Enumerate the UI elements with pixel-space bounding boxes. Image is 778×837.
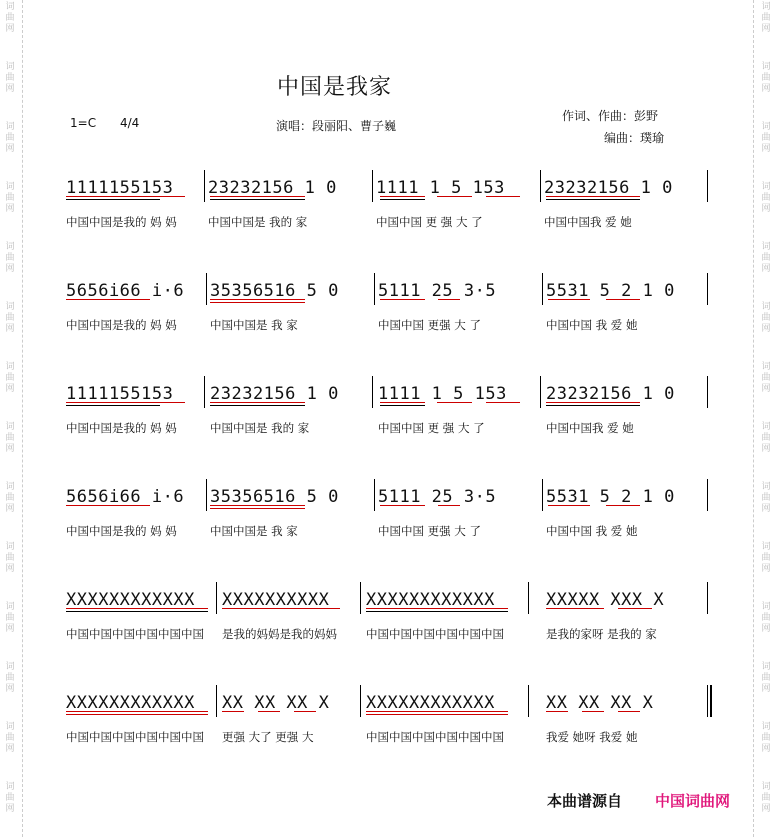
lyric-line: 中国中国是我的 妈 妈 bbox=[66, 524, 177, 538]
measure-notes: 5656i66 i·6 bbox=[66, 487, 185, 507]
lyric-line: 更强 大了 更强 大 bbox=[222, 730, 314, 744]
staff-row bbox=[0, 479, 778, 539]
rhythm-beam bbox=[222, 711, 244, 712]
lyric-line: 中国中国是 我的 家 bbox=[208, 215, 308, 229]
measure-notes: 5111 25 3·5 bbox=[378, 281, 497, 301]
barline bbox=[216, 685, 217, 717]
rhythm-beam bbox=[618, 608, 652, 609]
barline bbox=[360, 582, 361, 614]
site-name: 中国词曲网 bbox=[655, 792, 731, 810]
rhythm-beam bbox=[66, 711, 208, 712]
barline bbox=[707, 170, 708, 202]
measure-notes: XXXXXXXXXX bbox=[222, 590, 330, 610]
barline bbox=[374, 479, 375, 511]
watermark-text: 词 曲 网 bbox=[5, 182, 15, 214]
rhythm-beam bbox=[380, 199, 425, 200]
singers: 演唱：段丽阳、曹子巍 bbox=[276, 119, 397, 133]
barline bbox=[374, 273, 375, 305]
rhythm-beam bbox=[66, 405, 160, 406]
watermark-text: 词 曲 网 bbox=[5, 722, 15, 754]
rhythm-beam bbox=[66, 611, 208, 612]
barline bbox=[707, 273, 708, 305]
barline bbox=[206, 273, 207, 305]
lyric-line: 中国中国是我的 妈 妈 bbox=[66, 215, 177, 229]
barline bbox=[204, 170, 205, 202]
watermark-text: 词 曲 网 bbox=[5, 62, 15, 94]
watermark-text: 词 曲 网 bbox=[761, 362, 771, 394]
watermark-text: 词 曲 网 bbox=[761, 662, 771, 694]
rhythm-beam bbox=[210, 402, 305, 403]
watermark-text: 词 曲 网 bbox=[5, 782, 15, 814]
measure-notes: 5111 25 3·5 bbox=[378, 487, 497, 507]
barline bbox=[542, 479, 543, 511]
rhythm-beam bbox=[366, 611, 508, 612]
time-signature: 4/4 bbox=[120, 116, 140, 130]
rhythm-beam bbox=[548, 299, 590, 300]
rhythm-beam bbox=[546, 402, 640, 403]
watermark-text: 词 曲 网 bbox=[761, 482, 771, 514]
measure-notes: XXXXXXXXXXXX bbox=[366, 693, 495, 713]
rhythm-beam bbox=[294, 711, 316, 712]
lyric-line: 是我的妈妈是我的妈妈 bbox=[222, 627, 337, 641]
watermark-text: 词 曲 网 bbox=[761, 782, 771, 814]
rhythm-beam bbox=[548, 505, 590, 506]
lyric-line: 中国中国中国中国中国中国 bbox=[366, 730, 504, 744]
rhythm-beam bbox=[380, 299, 425, 300]
barline bbox=[707, 376, 708, 408]
lyric-line: 是我的家呀 是我的 家 bbox=[546, 627, 657, 641]
watermark-text: 词 曲 网 bbox=[761, 722, 771, 754]
measure-notes: XXXXX XXX X bbox=[546, 590, 665, 610]
barline bbox=[372, 376, 373, 408]
rhythm-beam bbox=[380, 196, 425, 197]
rhythm-beam bbox=[486, 196, 520, 197]
rhythm-beam bbox=[437, 196, 472, 197]
measure-notes: 23232156 1 0 bbox=[208, 178, 337, 198]
rhythm-beam bbox=[486, 402, 520, 403]
measure-notes: XX XX XX X bbox=[222, 693, 330, 713]
barline bbox=[707, 479, 708, 511]
barline bbox=[360, 685, 361, 717]
watermark-text: 词 曲 网 bbox=[5, 662, 15, 694]
rhythm-beam bbox=[210, 302, 305, 303]
watermark-text: 词 曲 网 bbox=[761, 602, 771, 634]
key-signature: 1=C bbox=[70, 116, 97, 130]
rhythm-beam bbox=[438, 505, 460, 506]
lyric-line: 中国中国是 我 家 bbox=[210, 318, 298, 332]
measure-notes: 35356516 5 0 bbox=[210, 281, 339, 301]
lyric-line: 中国中国 更强 大 了 bbox=[378, 318, 481, 332]
rhythm-beam bbox=[546, 608, 604, 609]
lyric-line: 中国中国是我的 妈 妈 bbox=[66, 421, 177, 435]
measure-notes: XXXXXXXXXXXX bbox=[66, 693, 195, 713]
watermark-text: 词 曲 网 bbox=[5, 482, 15, 514]
measure-notes: 5531 5 2 1 0 bbox=[546, 487, 675, 507]
lyric-line: 中国中国我 爱 她 bbox=[544, 215, 632, 229]
rhythm-beam bbox=[66, 199, 160, 200]
barline bbox=[206, 479, 207, 511]
lyric-line: 中国中国中国中国中国中国 bbox=[66, 627, 204, 641]
staff-row bbox=[0, 170, 778, 230]
measure-notes: 23232156 1 0 bbox=[210, 384, 339, 404]
barline bbox=[528, 582, 529, 614]
measure-notes: XX XX XX X bbox=[546, 693, 654, 713]
watermark-text: 词 曲 网 bbox=[761, 242, 771, 274]
rhythm-beam bbox=[546, 199, 640, 200]
measure-notes: 1111155153 bbox=[66, 178, 174, 198]
barline bbox=[204, 376, 205, 408]
measure-notes: 5656i66 i·6 bbox=[66, 281, 185, 301]
rhythm-beam bbox=[66, 299, 150, 300]
lyric-line: 中国中国中国中国中国中国 bbox=[66, 730, 204, 744]
measure-notes: 23232156 1 0 bbox=[544, 178, 673, 198]
rhythm-beam bbox=[380, 405, 425, 406]
measure-notes: XXXXXXXXXXXX bbox=[66, 590, 195, 610]
barline bbox=[372, 170, 373, 202]
rhythm-beam bbox=[546, 711, 568, 712]
rhythm-beam bbox=[210, 199, 305, 200]
barline bbox=[216, 582, 217, 614]
rhythm-beam bbox=[66, 608, 208, 609]
watermark-text: 词 曲 网 bbox=[761, 2, 771, 34]
measure-notes: 1111155153 bbox=[66, 384, 174, 404]
rhythm-beam bbox=[66, 505, 150, 506]
rhythm-beam bbox=[606, 505, 640, 506]
measure-notes: XXXXXXXXXXXX bbox=[366, 590, 495, 610]
rhythm-beam bbox=[380, 505, 425, 506]
rhythm-beam bbox=[222, 608, 340, 609]
watermark-text: 词 曲 网 bbox=[5, 302, 15, 334]
watermark-text: 词 曲 网 bbox=[5, 242, 15, 274]
watermark-text: 词 曲 网 bbox=[5, 362, 15, 394]
measure-notes: 1111 1 5 153 bbox=[378, 384, 507, 404]
lyric-line: 中国中国是 我的 家 bbox=[210, 421, 310, 435]
barline bbox=[528, 685, 529, 717]
staff-row bbox=[0, 685, 778, 745]
lyric-line: 中国中国 更 强 大 了 bbox=[376, 215, 483, 229]
barline bbox=[542, 273, 543, 305]
staff-row bbox=[0, 376, 778, 436]
rhythm-beam bbox=[210, 299, 305, 300]
rhythm-beam bbox=[380, 402, 425, 403]
lyric-line: 中国中国是 我 家 bbox=[210, 524, 298, 538]
rhythm-beam bbox=[437, 402, 472, 403]
rhythm-beam bbox=[210, 196, 305, 197]
rhythm-beam bbox=[210, 405, 305, 406]
rhythm-beam bbox=[438, 299, 460, 300]
rhythm-beam bbox=[366, 714, 508, 715]
watermark-text: 词 曲 网 bbox=[5, 422, 15, 454]
writers: 作词、作曲：彭野 bbox=[562, 109, 659, 123]
measure-notes: 5531 5 2 1 0 bbox=[546, 281, 675, 301]
lyric-line: 我爱 她呀 我爱 她 bbox=[546, 730, 638, 744]
lyric-line: 中国中国 更 强 大 了 bbox=[378, 421, 485, 435]
watermark-text: 词 曲 网 bbox=[5, 2, 15, 34]
watermark-text: 词 曲 网 bbox=[761, 302, 771, 334]
lyric-line: 中国中国是我的 妈 妈 bbox=[66, 318, 177, 332]
rhythm-beam bbox=[606, 299, 640, 300]
barline bbox=[707, 582, 708, 614]
rhythm-beam bbox=[366, 608, 508, 609]
lyric-line: 中国中国 我 爱 她 bbox=[546, 524, 638, 538]
arranger: 编曲：璞瑜 bbox=[604, 131, 665, 145]
rhythm-beam bbox=[66, 714, 208, 715]
rhythm-beam bbox=[66, 196, 185, 197]
final-barline bbox=[707, 685, 712, 717]
rhythm-beam bbox=[582, 711, 604, 712]
rhythm-beam bbox=[366, 711, 508, 712]
watermark-text: 词 曲 网 bbox=[5, 542, 15, 574]
staff-row bbox=[0, 582, 778, 642]
measure-notes: 23232156 1 0 bbox=[546, 384, 675, 404]
lyric-line: 中国中国我 爱 她 bbox=[546, 421, 634, 435]
watermark-text: 词 曲 网 bbox=[5, 602, 15, 634]
rhythm-beam bbox=[546, 196, 640, 197]
lyric-line: 中国中国中国中国中国中国 bbox=[366, 627, 504, 641]
lyric-line: 中国中国 更强 大 了 bbox=[378, 524, 481, 538]
lyric-line: 中国中国 我 爱 她 bbox=[546, 318, 638, 332]
source-label: 本曲谱源自 bbox=[547, 792, 623, 810]
watermark-text: 词 曲 网 bbox=[761, 422, 771, 454]
staff-row bbox=[0, 273, 778, 333]
measure-notes: 35356516 5 0 bbox=[210, 487, 339, 507]
barline bbox=[540, 376, 541, 408]
watermark-text: 词 曲 网 bbox=[761, 122, 771, 154]
measure-notes: 1111 1 5 153 bbox=[376, 178, 505, 198]
watermark-text: 词 曲 网 bbox=[5, 122, 15, 154]
rhythm-beam bbox=[258, 711, 280, 712]
rhythm-beam bbox=[546, 405, 640, 406]
song-title: 中国是我家 bbox=[277, 75, 393, 100]
watermark-text: 词 曲 网 bbox=[761, 62, 771, 94]
rhythm-beam bbox=[210, 508, 305, 509]
watermark-text: 词 曲 网 bbox=[761, 182, 771, 214]
rhythm-beam bbox=[66, 402, 185, 403]
rhythm-beam bbox=[618, 711, 640, 712]
barline bbox=[540, 170, 541, 202]
watermark-text: 词 曲 网 bbox=[761, 542, 771, 574]
rhythm-beam bbox=[210, 505, 305, 506]
